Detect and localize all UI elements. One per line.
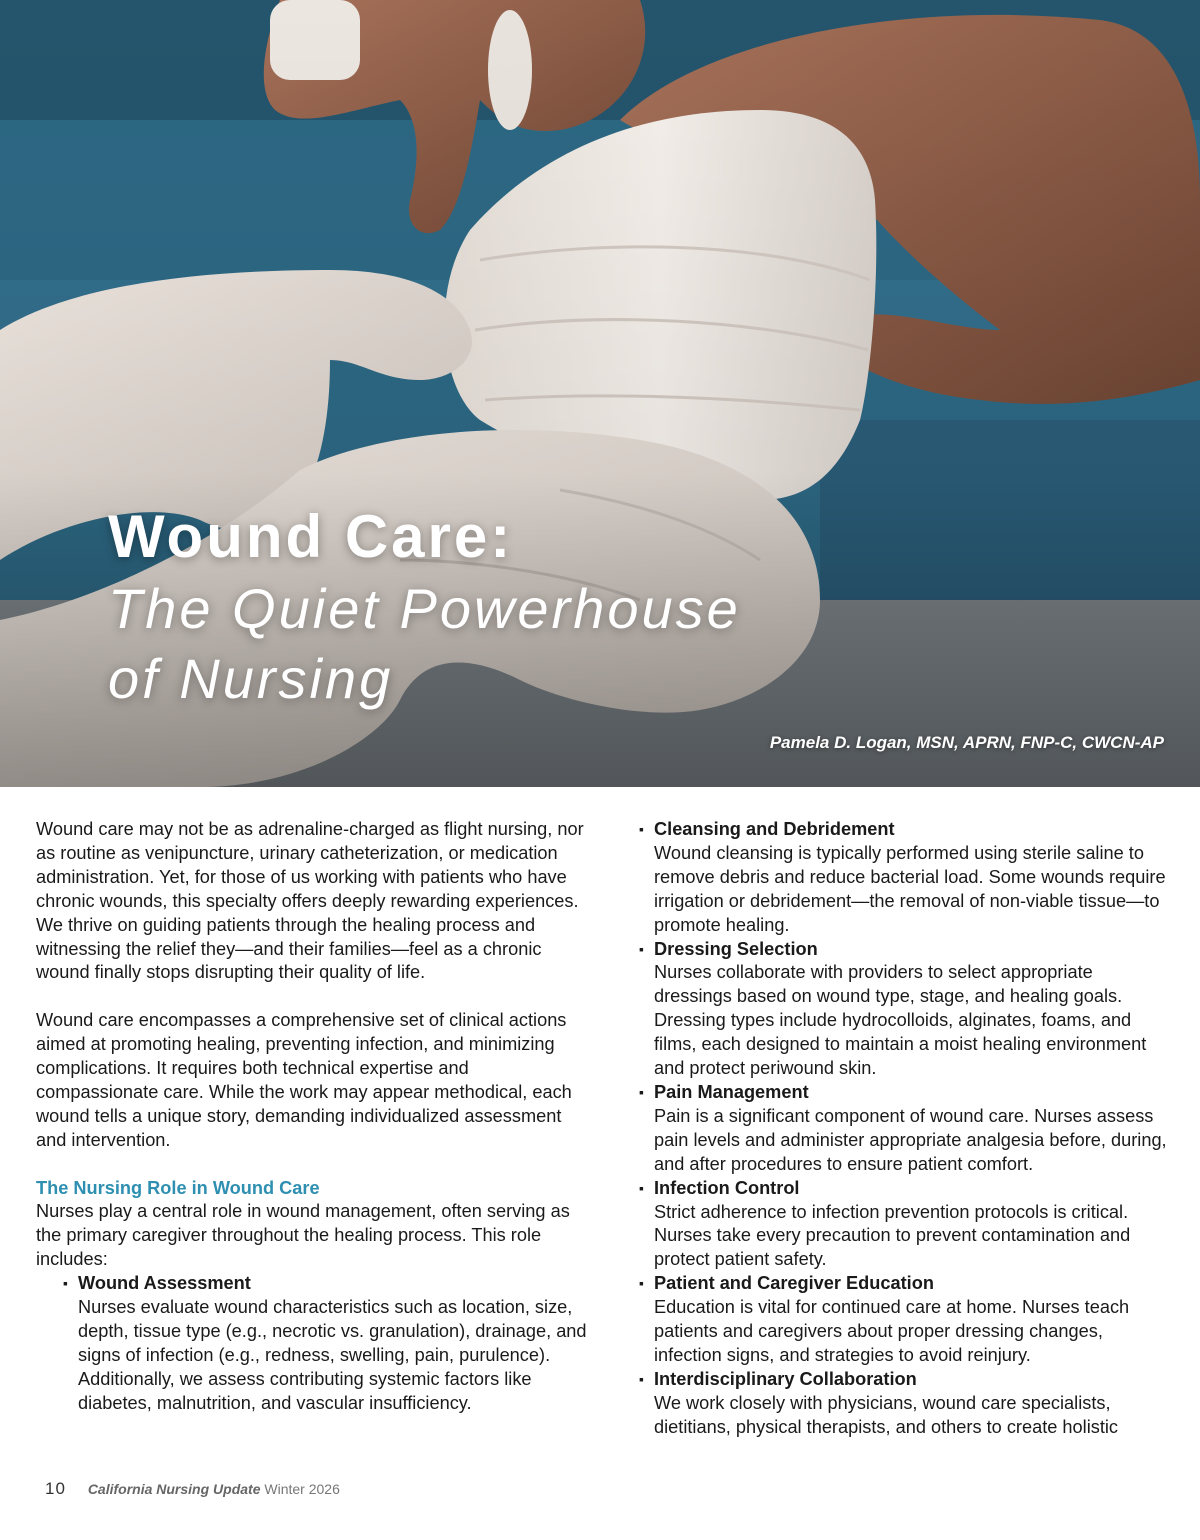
author-byline: Pamela D. Logan, MSN, APRN, FNP-C, CWCN-AP xyxy=(769,733,1164,752)
list-item xyxy=(639,1081,1168,1177)
list-item-body: Nurses collaborate with providers to select appropriate dressings based on wound type, stage, and healing goals. Dressing types include hydrocolloids, alginates, foams, and films, each designed to maintain a moist healing environment and protect periwound skin. xyxy=(654,962,1147,1079)
intro-paragraph-2: Wound care encompasses a comprehensive set of clinical actions aimed at promoting healing, preventing infection, and minimizing complications. It requires both technical expertise and compassionate care. While the work may appear methodical, each wound tells a unique story, demanding individualized assessment and intervention. xyxy=(36,1010,572,1150)
list-item xyxy=(639,938,1168,1081)
list-item xyxy=(639,818,1168,938)
page-number: 10 xyxy=(45,1479,66,1498)
section-intro: Nurses play a central role in wound management, often serving as the primary caregiver throughout the healing process. This role includes: xyxy=(36,1201,570,1270)
role-list-right xyxy=(638,818,1168,1440)
list-item xyxy=(63,1272,596,1415)
list-item-title: Wound Assessment xyxy=(78,1273,251,1294)
bullet-icon: ▪ xyxy=(639,1370,644,1387)
list-item-title: Dressing Selection xyxy=(654,938,818,959)
section-heading: The Nursing Role in Wound Care xyxy=(36,1177,320,1198)
list-item xyxy=(639,1177,1168,1273)
list-item-body: Pain is a significant component of wound care. Nurses assess pain levels and administer appropriate analgesia before, during, and after procedures to ensure patient comfort. xyxy=(654,1105,1167,1174)
issue-label: Winter 2026 xyxy=(264,1481,340,1497)
bullet-icon: ▪ xyxy=(639,1275,644,1292)
bullet-icon: ▪ xyxy=(639,1179,644,1196)
list-item-body: Education is vital for continued care at home. Nurses teach patients and caregivers about proper dressing changes, infection signs, and strategies to avoid reinjury. xyxy=(654,1297,1130,1365)
intro-paragraph-1: Wound care may not be as adrenaline-charged as flight nursing, nor as routine as venipuncture, urinary catheterization, or medication administration. Yet, for those of us working with patients who have chronic wounds, this specialty offers deeply rewarding experiences. We thrive on guiding patients through the healing process and witnessing the relief they—and their families—feel as a chronic wound finally stops disrupting their quality of life. xyxy=(36,819,584,983)
left-column xyxy=(36,818,596,1416)
article-title xyxy=(108,500,741,714)
page-footer xyxy=(45,1479,340,1499)
list-item-title: Cleansing and Debridement xyxy=(654,819,895,839)
bullet-icon: ▪ xyxy=(63,1275,68,1292)
title-line-3: of Nursing xyxy=(108,647,394,710)
list-item-body: Nurses evaluate wound characteristics such as location, size, depth, tissue type (e.g., necrotic vs. granulation), drainage, and signs of infection (e.g., redness, swelling, pain, purulence). Additionally, we assess contributing systemic factors like diabetes, malnutrition, and vascular insufficiency. xyxy=(78,1297,587,1413)
bullet-icon: ▪ xyxy=(639,940,644,957)
list-item-title: Infection Control xyxy=(654,1177,800,1198)
publication-name: California Nursing Update xyxy=(87,1481,261,1497)
right-column xyxy=(638,818,1168,1440)
list-item-body: We work closely with physicians, wound care specialists, dietitians, physical therapists, and others to create holistic xyxy=(654,1392,1119,1437)
role-list-left xyxy=(36,1272,596,1415)
list-item-body: Strict adherence to infection prevention protocols is critical. Nurses take every precaution to prevent contamination and protect patient safety. xyxy=(654,1201,1131,1270)
bullet-icon: ▪ xyxy=(639,1083,644,1100)
list-item-title: Pain Management xyxy=(654,1081,809,1102)
title-line-2: The Quiet Powerhouse xyxy=(108,577,741,640)
bullet-icon: ▪ xyxy=(639,821,644,837)
list-item xyxy=(639,1272,1168,1368)
list-item-title: Interdisciplinary Collaboration xyxy=(654,1368,917,1389)
title-line-1: Wound Care: xyxy=(108,503,514,570)
list-item-title: Patient and Caregiver Education xyxy=(654,1273,934,1294)
list-item xyxy=(639,1368,1168,1440)
list-item-body: Wound cleansing is typically performed using sterile saline to remove debris and reduce bacterial load. Some wounds require irrigation or debridement—the removal of non-viable tissue—to promote healing. xyxy=(654,842,1166,935)
